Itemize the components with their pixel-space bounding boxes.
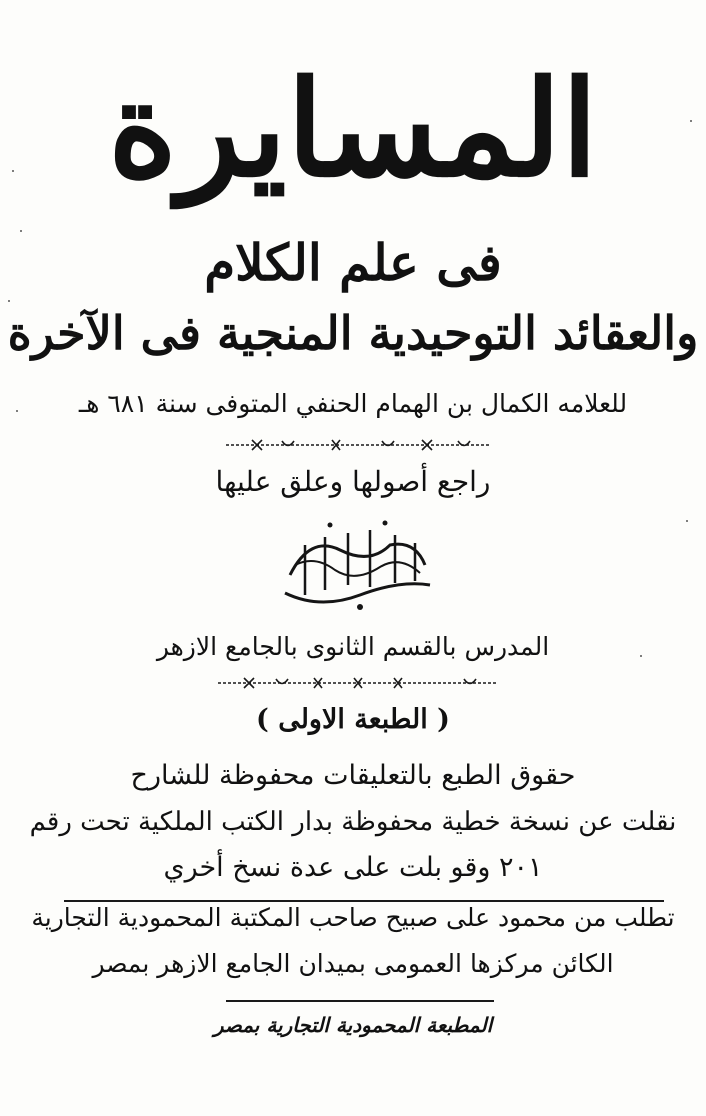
paper-speck [8, 300, 10, 302]
paper-speck [20, 230, 22, 232]
subtitle-line-1: فى علم الكلام [204, 233, 502, 292]
rights-line: حقوق الطبع بالتعليقات محفوظة للشارح [130, 760, 576, 791]
author-line: للعلامه الكمال بن الهمام الحنفي المتوفى سنة ٦٨١ هـ [78, 389, 628, 418]
paper-speck [686, 520, 688, 522]
reviewed-by-line: راجع أصولها وعلق عليها [215, 465, 491, 498]
paper-speck [16, 410, 18, 412]
manuscript-source-line: نقلت عن نسخة خطية محفوظة بدار الكتب الملكية تحت رقم [29, 807, 677, 837]
paper-speck [690, 120, 692, 122]
calligraphic-seal [270, 515, 440, 615]
ornament-divider-1 [222, 438, 494, 452]
paper-speck [12, 170, 14, 172]
teacher-line: المدرس بالقسم الثانوى بالجامع الازهر [156, 632, 550, 661]
printer-divider-rule [226, 1000, 494, 1002]
paper-speck [640, 655, 642, 657]
compared-copies-line: ٢٠١ وقو بلت على عدة نسخ أخري [163, 852, 543, 883]
order-info-line-2: الكائن مركزها العمومى بميدان الجامع الازهر بمصر [92, 949, 614, 978]
ornament-divider-2 [214, 676, 502, 690]
edition-label: ( الطبعة الاولى ) [256, 704, 450, 735]
order-info-line-1: تطلب من محمود على صبيح صاحب المكتبة المحمودية التجارية [31, 903, 675, 932]
subtitle-line-2: والعقائد التوحيدية المنجية فى الآخرة [7, 306, 699, 360]
book-title: المسايرة [108, 52, 598, 207]
printer-name: المطبعة المحمودية التجارية بمصر [213, 1013, 493, 1037]
